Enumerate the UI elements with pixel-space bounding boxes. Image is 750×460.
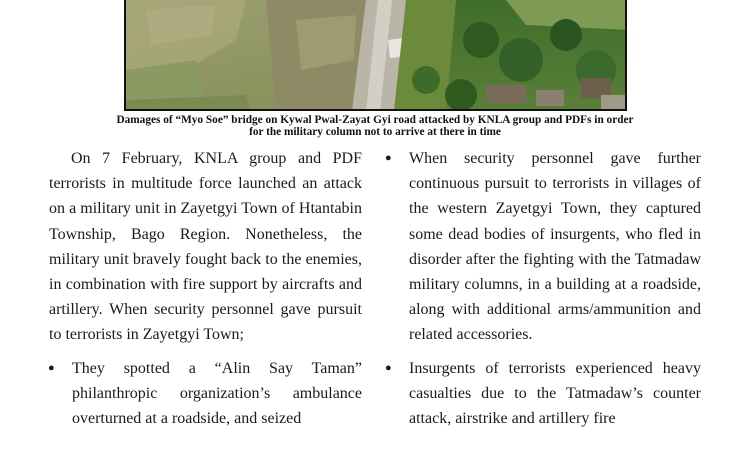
list-item-text: When security personnel gave further continuous pursuit to terrorists in villages of the western Zayetgyi Town, they captured some dead bodies of insurgents, who fled in disorder after the fighting with the Tatmadaw military columns, in a building at a roadside, along with additional arms/ammunition and related accessories. xyxy=(409,150,701,344)
list-item xyxy=(385,356,701,432)
left-column xyxy=(49,146,362,431)
list-item-text: They spotted a “Alin Say Taman” philanthropic organization’s ambulance overturned at a roadside, and seized xyxy=(72,359,362,428)
right-column xyxy=(385,146,701,431)
bullet-list xyxy=(49,356,362,432)
bullet-icon: ● xyxy=(385,152,392,164)
list-item xyxy=(48,356,362,432)
list-item xyxy=(385,146,701,348)
bullet-icon: ● xyxy=(385,361,392,374)
body-paragraph: On 7 February, KNLA group and PDF terrorists in multitude force launched an attack on a military unit in Zayetgyi Town of Htantabin Township, Bago Region. Nonetheless, the military unit bravely fought back to the enemies, in combination with fire support by aircrafts and artillery. When security personnel gave pursuit to terrorists in Zayetgyi Town; xyxy=(49,150,362,344)
list-item-text: Insurgents of terrorists experienced heavy casualties due to the Tatmadaw’s counter attack, airstrike and artillery fire xyxy=(409,359,701,428)
bullet-icon: ● xyxy=(48,361,55,374)
aerial-bridge-photo xyxy=(124,0,627,111)
bullet-list xyxy=(385,146,701,431)
figure-caption: Damages of “Myo Soe” bridge on Kywal Pwal-Zayat Gyi road attacked by KNLA group and PDFs in order for the military column not to arrive at there in time xyxy=(116,114,634,138)
